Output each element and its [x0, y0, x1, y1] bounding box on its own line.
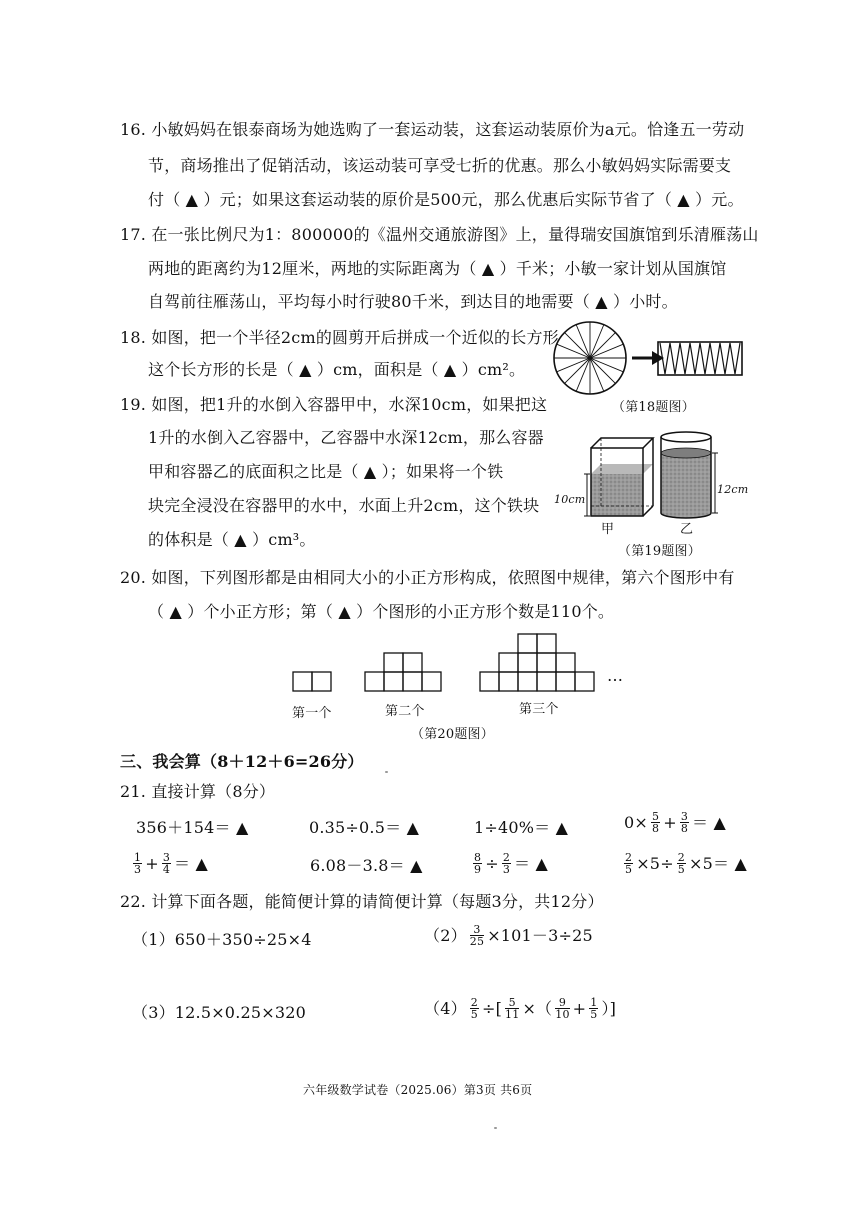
expr-text: + — [572, 998, 587, 1018]
numerator: 2 — [625, 851, 633, 864]
numerator: 3 — [680, 810, 689, 823]
q18-figure — [550, 318, 750, 403]
fraction — [680, 811, 689, 834]
q16-line-1: 16. 小敏妈妈在银泰商场为她选购了一套运动装，这套运动装原价为a元。恰逢五一劳动 — [120, 120, 745, 139]
q18-line-2: 这个长方形的长是（ ▲ ）cm，面积是（ ▲ ）cm²。 — [148, 360, 526, 379]
expr-text: ＝ ▲ — [174, 853, 209, 873]
numerator: 8 — [474, 851, 482, 864]
expr-text: （4） — [424, 998, 467, 1018]
numerator: 5 — [505, 997, 519, 1009]
denominator: 5 — [677, 863, 685, 876]
q18-line-1: 18. 如图，把一个半径2cm的圆剪开后拼成一个近似的长方形 — [120, 328, 559, 347]
q16-line-3: 付（ ▲ ）元；如果这套运动装的原价是500元，那么优惠后实际节省了（ ▲ ）元。 — [148, 190, 744, 209]
sliced-circle-icon — [554, 322, 626, 394]
numerator: 3 — [470, 924, 484, 936]
circle-spoke — [590, 333, 615, 358]
q21-expr-1: 356＋154＝ ▲ — [136, 818, 249, 837]
q22-title: 22. 计算下面各题，能简便计算的请简便计算（每题3分，共12分） — [120, 892, 604, 911]
q21-expr-4 — [624, 811, 726, 834]
expr-text: 0× — [624, 812, 648, 832]
denominator: 3 — [502, 863, 511, 876]
expr-text: ×5＝ ▲ — [689, 853, 747, 873]
q20-line-2: （ ▲ ）个小正方形；第（ ▲ ）个图形的小正方形个数是110个。 — [148, 602, 615, 621]
q22-problem-2 — [424, 924, 593, 947]
q19-line-2: 1升的水倒入乙容器中，乙容器中水深12cm，那么容器 — [148, 428, 544, 447]
approx-rectangle-icon — [658, 342, 742, 375]
numerator: 5 — [652, 810, 660, 823]
pattern-figure-3-icon — [480, 634, 594, 691]
q21-expr-2: 0.35÷0.5＝ ▲ — [309, 818, 420, 837]
q21-expr-6: 6.08－3.8＝ ▲ — [310, 856, 423, 875]
expr-text: ×（ — [522, 998, 553, 1018]
fraction — [624, 852, 633, 875]
arrow-icon — [632, 351, 664, 365]
q19-name-a: 甲 — [601, 522, 615, 537]
expr-text: ×101－3÷25 — [487, 925, 593, 945]
numerator: 9 — [555, 997, 569, 1009]
fraction — [473, 852, 482, 875]
q19-line-3: 甲和容器乙的底面积之比是（ ▲ ）；如果将一个铁 — [148, 462, 504, 481]
q21-expr-5 — [132, 852, 208, 875]
fraction — [589, 997, 598, 1020]
container-b-cylinder-icon — [661, 432, 718, 518]
q19-line-1: 19. 如图，把1升的水倒入容器甲中，水深10cm，如果把这 — [120, 395, 548, 414]
q21-expr-8 — [623, 852, 747, 875]
denominator: 4 — [162, 863, 171, 876]
numerator: 2 — [470, 996, 478, 1009]
denominator: 5 — [625, 863, 633, 876]
scan-speck — [385, 771, 388, 773]
q19-label-b: 12cm — [717, 483, 749, 496]
denominator: 8 — [680, 822, 689, 835]
expr-text: ＝ ▲ — [692, 812, 727, 832]
q19-line-5: 的体积是（ ▲ ）cm³。 — [148, 530, 316, 549]
q20-label-3: 第三个 — [519, 702, 559, 717]
denominator: 25 — [469, 935, 485, 948]
section-3-title: 三、我会算（8＋12＋6=26分） — [120, 752, 364, 771]
q18-caption: （第18题图） — [612, 400, 695, 415]
q19-label-a: 10cm — [554, 493, 586, 506]
circle-spoke — [565, 358, 590, 383]
q19-line-4: 块完全浸没在容器甲的水中，水面上升2cm，这个铁块 — [148, 496, 540, 515]
expr-text: ＝ ▲ — [514, 853, 549, 873]
q21-expr-7 — [472, 852, 548, 875]
container-a-cube-icon — [584, 438, 653, 516]
denominator: 8 — [652, 822, 660, 835]
fraction — [555, 997, 569, 1020]
page-footer: 六年级数学试卷（2025.06）第3页 共6页 — [303, 1083, 533, 1097]
q22-problem-4 — [424, 997, 616, 1020]
q17-line-2: 两地的距离约为12厘米，两地的实际距离为（ ▲ ）千米；小敏一家计划从国旗馆 — [148, 259, 727, 278]
q20-ellipsis: … — [607, 666, 624, 685]
q20-label-1: 第一个 — [292, 706, 332, 721]
expr-text: ÷[ — [481, 998, 503, 1018]
denominator: 5 — [590, 1008, 598, 1021]
pattern-figure-1-icon — [293, 672, 331, 691]
expr-text: + — [145, 853, 159, 873]
denominator: 9 — [474, 863, 482, 876]
numerator: 1 — [590, 996, 598, 1009]
numerator: 1 — [134, 851, 142, 864]
expr-text: ）] — [601, 998, 617, 1018]
fraction — [677, 852, 686, 875]
fraction — [470, 924, 484, 947]
q17-line-1: 17. 在一张比例尺为1：800000的《温州交通旅游图》上，量得瑞安国旗馆到乐清雁荡山 — [120, 225, 759, 244]
denominator: 3 — [134, 863, 142, 876]
q19-name-b: 乙 — [680, 522, 694, 537]
q21-title: 21. 直接计算（8分） — [120, 782, 276, 801]
denominator: 5 — [470, 1008, 478, 1021]
pattern-figure-2-icon — [365, 653, 441, 691]
fraction — [651, 811, 660, 834]
expr-text: ×5÷ — [636, 853, 674, 873]
fraction — [470, 997, 479, 1020]
circle-spoke — [590, 358, 615, 383]
denominator: 10 — [555, 1008, 570, 1021]
q20-figure — [290, 630, 630, 695]
q21-expr-3: 1÷40%＝ ▲ — [474, 818, 569, 837]
numerator: 2 — [502, 851, 511, 864]
scan-speck — [494, 1127, 497, 1129]
expr-text: （2） — [424, 925, 467, 945]
q20-label-2: 第二个 — [385, 704, 425, 719]
numerator: 2 — [677, 851, 685, 864]
q22-problem-3: （3）12.5×0.25×320 — [132, 1003, 306, 1022]
numerator: 3 — [162, 851, 171, 864]
q19-caption: （第19题图） — [618, 544, 701, 559]
circle-spoke — [565, 333, 590, 358]
fraction — [133, 852, 142, 875]
fraction — [502, 852, 511, 875]
q20-caption: （第20题图） — [411, 727, 494, 742]
denominator: 11 — [505, 1008, 520, 1021]
expr-text: ÷ — [485, 853, 499, 873]
fraction — [162, 852, 171, 875]
q22-problem-1: （1）650＋350÷25×4 — [132, 930, 312, 949]
expr-text: + — [663, 812, 677, 832]
q20-line-1: 20. 如图，下列图形都是由相同大小的小正方形构成，依照图中规律，第六个图形中有 — [120, 568, 735, 587]
q16-line-2: 节，商场推出了促销活动，该运动装可享受七折的优惠。那么小敏妈妈实际需要支 — [148, 156, 732, 175]
q17-line-3: 自驾前往雁荡山，平均每小时行驶80千米，到达目的地需要（ ▲ ）小时。 — [148, 292, 678, 311]
fraction — [505, 997, 519, 1020]
